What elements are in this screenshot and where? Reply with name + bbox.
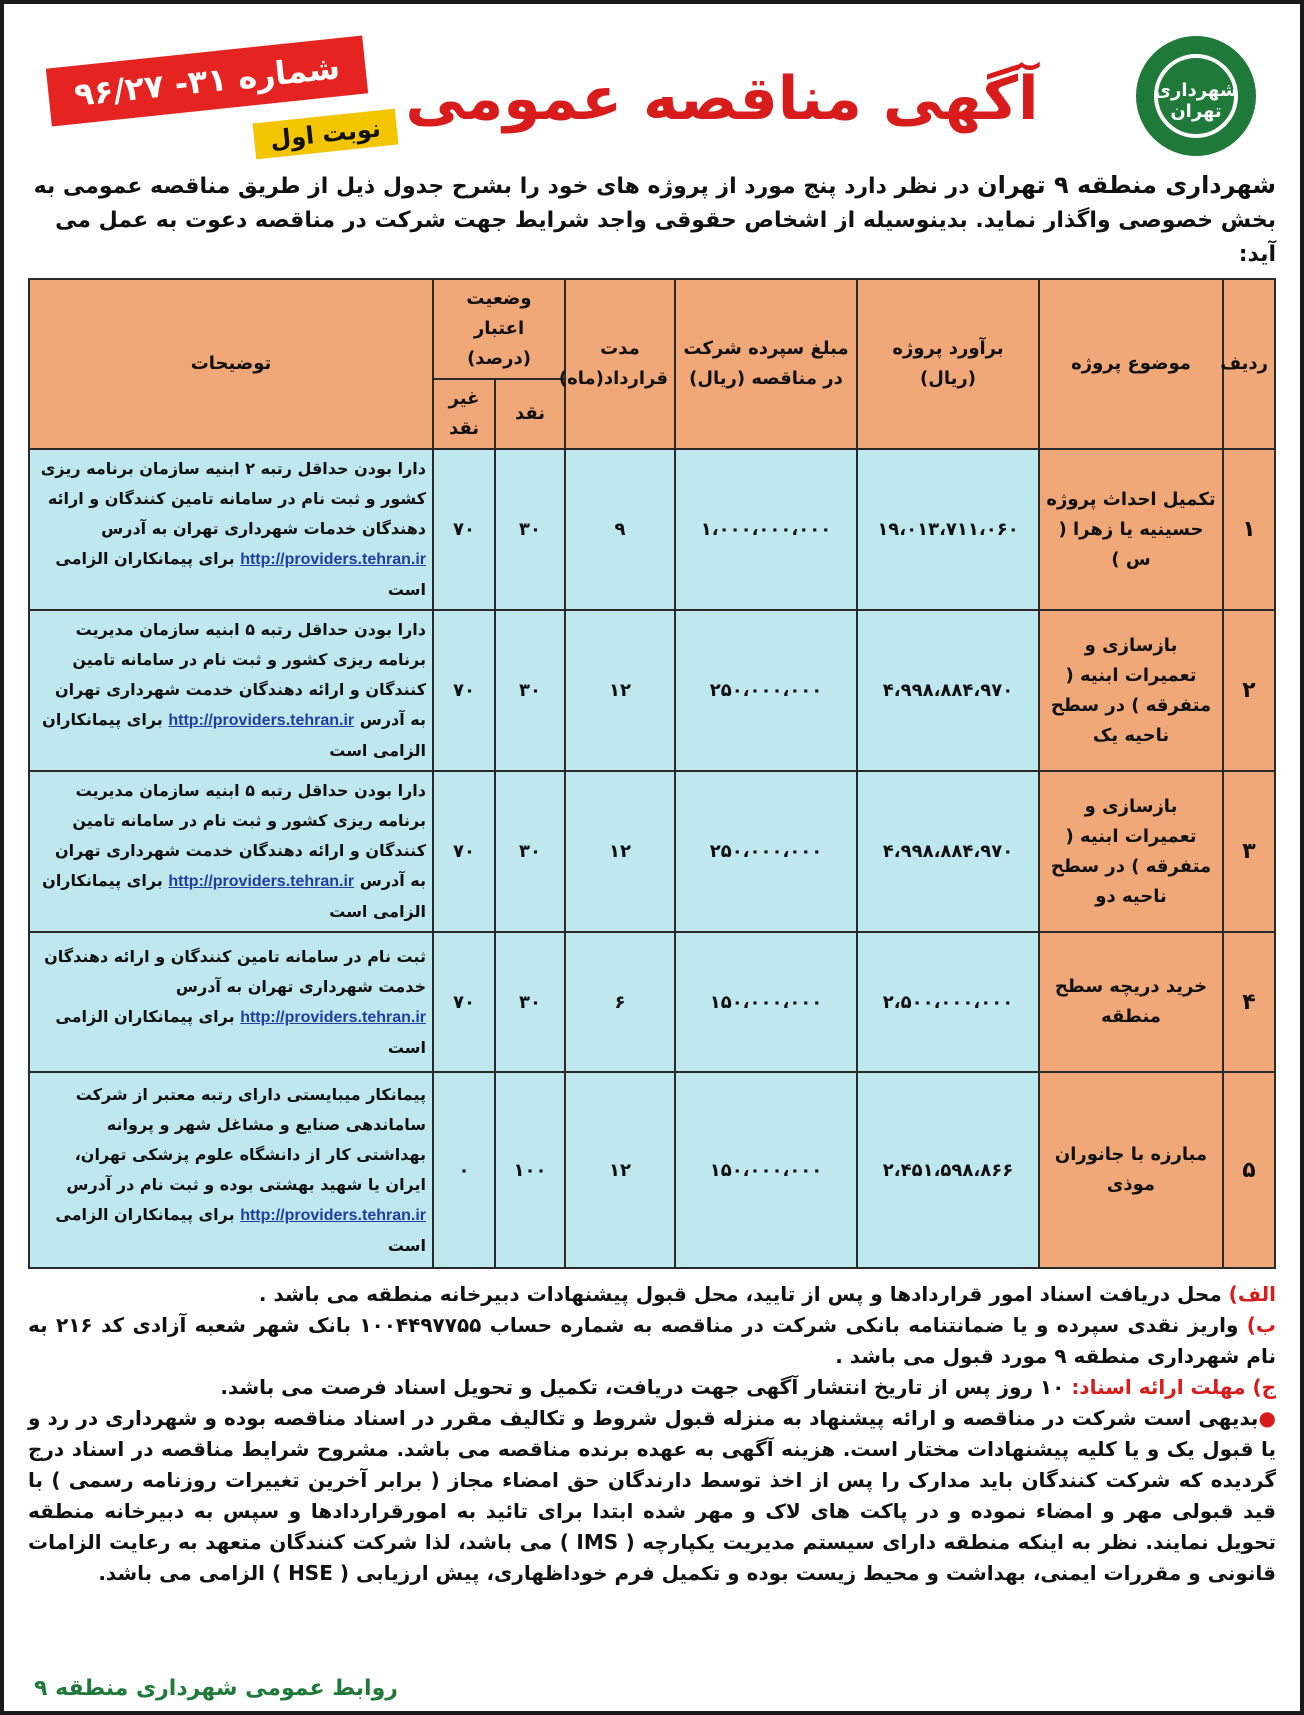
row-number: ۴ <box>1223 932 1275 1072</box>
header-noncash: غیر نقد <box>433 379 495 449</box>
row-noncash: ۷۰ <box>433 449 495 610</box>
header-row-number: ردیف <box>1223 279 1275 449</box>
condition-c-label: ج) مهلت ارائه اسناد: <box>1071 1375 1276 1399</box>
header-subject: موضوع پروژه <box>1039 279 1223 449</box>
table-row <box>29 1072 1275 1268</box>
row-notes-tail: برای پیمانکاران الزامی است <box>55 549 426 599</box>
notice-number: شماره ۳۱- ۹۶/۲۷ <box>46 36 368 127</box>
table-row <box>29 771 1275 932</box>
row-duration: ۹ <box>565 449 675 610</box>
row-estimate: ۴،۹۹۸،۸۸۴،۹۷۰ <box>857 771 1039 932</box>
public-relations-signature: روابط عمومی شهرداری منطقه ۹ <box>34 1676 398 1701</box>
bullet-icon: ● <box>1258 1406 1276 1430</box>
row-noncash: ۷۰ <box>433 932 495 1072</box>
row-notes <box>29 1072 433 1268</box>
condition-c-text: ۱۰ روز پس از تاریخ انتشار آگهی جهت دریافت، تکمیل و تحویل اسناد فرصت می باشد. <box>220 1375 1072 1399</box>
row-number: ۲ <box>1223 610 1275 771</box>
row-notes-tail: برای پیمانکاران الزامی است <box>42 710 426 760</box>
header-duration: مدت قرارداد(ماه) <box>565 279 675 449</box>
row-deposit: ۲۵۰،۰۰۰،۰۰۰ <box>675 771 857 932</box>
row-estimate: ۱۹،۰۱۳،۷۱۱،۰۶۰ <box>857 449 1039 610</box>
row-duration: ۶ <box>565 932 675 1072</box>
row-estimate: ۲،۴۵۱،۵۹۸،۸۶۶ <box>857 1072 1039 1268</box>
notice-title: آگهی مناقصه عمومی <box>405 64 1039 134</box>
row-deposit: ۱۵۰،۰۰۰،۰۰۰ <box>675 932 857 1072</box>
row-number: ۵ <box>1223 1072 1275 1268</box>
row-duration: ۱۲ <box>565 771 675 932</box>
row-subject: خرید دریچه سطح منطقه <box>1039 932 1223 1072</box>
condition-b <box>28 1310 1276 1372</box>
row-cash: ۳۰ <box>495 610 565 771</box>
row-notes <box>29 449 433 610</box>
condition-a <box>28 1279 1276 1310</box>
row-subject: مبارزه با جانوران موذی <box>1039 1072 1223 1268</box>
row-notes-text: پیمانکار میبایستی دارای رتبه معتبر از شرکت ساماندهی صنایع و مشاغل شهر و پروانه بهداشتی کار از دانشگاه علوم پزشکی تهران، ایران یا شهید بهشتی بوده و ثبت نام در آدرس <box>66 1084 426 1194</box>
table-row <box>29 449 1275 610</box>
notice-header <box>28 14 1276 162</box>
condition-d-text: بدیهی است شرکت در مناقصه و ارائه پیشنهاد به منزله قبول شروط و تکالیف مقرر در اسناد مناقصه بوده و شهرداری در رد و یا قبول یک و یا کلیه پیشنهادات مختار است. هزینه آگهی به عهده برنده مناقصه می باشد. مشروح شرایط مناقصه در اسناد درج گردیده که شرکت کنندگان باید مدارک را پس از اخذ توسط دارندگان حق امضاء مجاز ( برابر آخرین تغییرات روزنامه رسمی ) با قید قبولی مهر و امضاء نموده و در پاکت های لاک و مهر شده ابتدا برای تائید به امورقراردادها و سپس به دبیرخانه منطقه تحویل نمایند. نظر به اینکه منطقه دارای سیستم مدیریت یکپارچه ( IMS ) می باشد، لذا شرکت کنندگان متعهد به رعایت الزامات قانونی و مقررات ایمنی، بهداشت و محیط زیست بوده و تکمیل فرم خوداظهاری، پیش ارزیابی ( HSE ) الزامی می باشد. <box>28 1406 1277 1585</box>
projects-table <box>28 278 1276 1269</box>
header-cash: نقد <box>495 379 565 449</box>
condition-d <box>28 1403 1276 1589</box>
row-subject: بازسازی و تعمیرات ابنیه ( متفرقه ) در سطح ناحیه یک <box>1039 610 1223 771</box>
row-notes <box>29 771 433 932</box>
row-noncash: ۰ <box>433 1072 495 1268</box>
row-subject: بازسازی و تعمیرات ابنیه ( متفرقه ) در سطح ناحیه دو <box>1039 771 1223 932</box>
condition-a-label: الف) <box>1228 1282 1276 1306</box>
header-deposit: مبلغ سپرده شرکت در مناقصه (ریال) <box>675 279 857 449</box>
conditions <box>28 1279 1276 1589</box>
condition-a-text: محل دریافت اسناد امور قراردادها و پس از تایید، محل قبول پیشنهادات دبیرخانه منطقه می باشد . <box>258 1282 1229 1306</box>
logo-text: شهرداری تهران <box>1154 80 1238 122</box>
condition-c <box>28 1372 1276 1403</box>
row-notes <box>29 610 433 771</box>
providers-link[interactable]: http://providers.tehran.ir <box>240 1008 426 1026</box>
row-cash: ۱۰۰ <box>495 1072 565 1268</box>
row-notes-text: دارا بودن حداقل رتبه ۲ ابنیه سازمان برنامه ریزی کشور و ثبت نام در سامانه تامین کنندگان و ارائه دهندگان خدمات شهرداری تهران به آدرس <box>40 459 426 538</box>
notice-round: نوبت اول <box>253 109 399 160</box>
header-estimate: برآورد پروژه (ریال) <box>857 279 1039 449</box>
row-notes-text: ثبت نام در سامانه تامین کنندگان و ارائه دهندگان خدمت شهرداری تهران به آدرس <box>44 946 426 996</box>
row-estimate: ۲،۵۰۰،۰۰۰،۰۰۰ <box>857 932 1039 1072</box>
row-number: ۱ <box>1223 449 1275 610</box>
row-cash: ۳۰ <box>495 449 565 610</box>
providers-link[interactable]: http://providers.tehran.ir <box>168 712 355 729</box>
table-row <box>29 932 1275 1072</box>
row-number: ۳ <box>1223 771 1275 932</box>
condition-b-text: واریز نقدی سپرده و یا ضمانتنامه بانکی شرکت در مناقصه به شماره حساب ۱۰۰۴۴۹۷۷۵۵ بانک شهر شعبه آزادی کد ۲۱۶ به نام شهرداری منطقه ۹ مورد قبول می باشد . <box>28 1313 1276 1368</box>
row-deposit: ۱،۰۰۰،۰۰۰،۰۰۰ <box>675 449 857 610</box>
row-duration: ۱۲ <box>565 1072 675 1268</box>
intro-paragraph <box>28 168 1276 272</box>
row-deposit: ۲۵۰،۰۰۰،۰۰۰ <box>675 610 857 771</box>
header-notes: توضیحات <box>29 279 433 449</box>
providers-link[interactable]: http://providers.tehran.ir <box>240 1206 426 1224</box>
row-estimate: ۴،۹۹۸،۸۸۴،۹۷۰ <box>857 610 1039 771</box>
intro-lead: شهرداری منطقه ۹ تهران <box>977 171 1276 199</box>
header-credit: وضعیت اعتبار (درصد) <box>433 279 565 379</box>
providers-link[interactable]: http://providers.tehran.ir <box>240 551 426 568</box>
row-duration: ۱۲ <box>565 610 675 771</box>
row-notes-text: دارا بودن حداقل رتبه ۵ ابنیه سازمان مدیریت برنامه ریزی کشور و ثبت نام در سامانه تامین کنندگان و ارائه دهندگان خدمت شهرداری تهران به آدرس <box>55 620 426 729</box>
row-notes-text: دارا بودن حداقل رتبه ۵ ابنیه سازمان مدیریت برنامه ریزی کشور و ثبت نام در سامانه تامین کنندگان و ارائه دهندگان خدمت شهرداری تهران به آدرس <box>55 781 426 890</box>
row-notes-tail: برای پیمانکاران الزامی است <box>42 871 426 921</box>
row-noncash: ۷۰ <box>433 771 495 932</box>
row-cash: ۳۰ <box>495 771 565 932</box>
row-cash: ۳۰ <box>495 932 565 1072</box>
row-notes-tail: برای پیمانکاران الزامی است <box>55 1204 426 1255</box>
row-deposit: ۱۵۰،۰۰۰،۰۰۰ <box>675 1072 857 1268</box>
table-row <box>29 610 1275 771</box>
condition-b-label: ب) <box>1246 1313 1276 1337</box>
row-subject: تکمیل احداث پروژه حسینیه یا زهرا ( س ) <box>1039 449 1223 610</box>
intro-text: در نظر دارد پنج مورد از پروژه های خود را بشرح جدول ذیل از طریق مناقصه عمومی به بخش خصوصی واگذار نماید. بدینوسیله از اشخاص حقوقی واجد شرایط جهت شرکت در مناقصه دعوت به عمل می آید: <box>33 174 1276 267</box>
row-notes-tail: برای پیمانکاران الزامی است <box>55 1006 426 1057</box>
providers-link[interactable]: http://providers.tehran.ir <box>168 873 355 890</box>
tehran-municipality-logo <box>1136 36 1256 156</box>
row-notes <box>29 932 433 1072</box>
row-noncash: ۷۰ <box>433 610 495 771</box>
